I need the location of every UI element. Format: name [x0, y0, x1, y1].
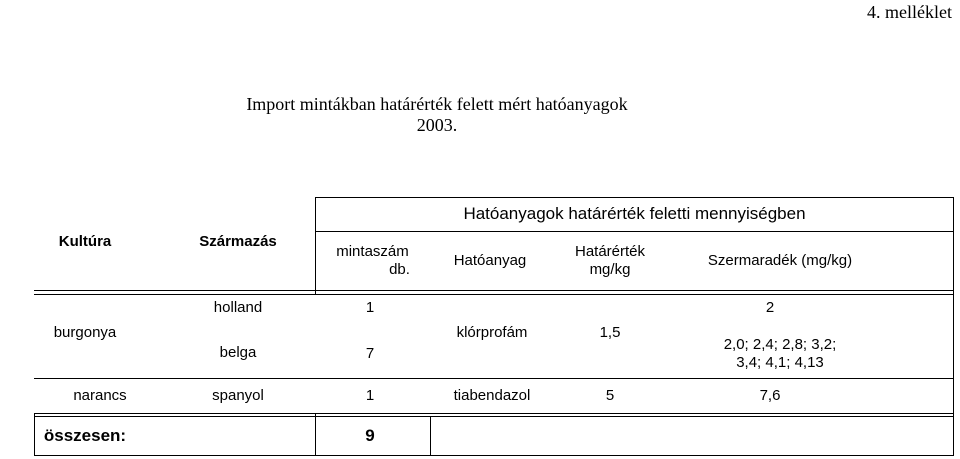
table-rule [315, 231, 954, 232]
cell-szermaradek-tiabendazol: 7,6 [759, 387, 781, 404]
header-hatarertek [560, 243, 660, 279]
table-border-bottom [34, 455, 954, 456]
header-mintaszam [315, 243, 430, 279]
total-value: 9 [365, 426, 375, 445]
group-header: Hatóanyagok határérték feletti mennyiségben [463, 204, 806, 223]
cell-szarmazas-spanyol: spanyol [212, 387, 264, 404]
cell-szermaradek-belga-line2: 3,4; 4,1; 4,13 [736, 354, 824, 371]
table-rule [430, 416, 431, 456]
table-border-right [953, 197, 954, 456]
header-szermaradek: Szermaradék (mg/kg) [707, 252, 853, 269]
table-rule [34, 413, 954, 414]
cell-szarmazas-holland: holland [213, 299, 263, 316]
page-subtitle-year: 2003. [416, 115, 458, 135]
table-rule [34, 416, 954, 417]
table-rule [34, 294, 954, 295]
header-hatarertek-line1: Határérték [574, 243, 646, 260]
cell-mintaszam-belga: 7 [365, 345, 375, 362]
cell-szermaradek-holland: 2 [765, 299, 775, 316]
cell-szarmazas-belga: belga [219, 344, 257, 361]
cell-burgonya: burgonya [53, 324, 117, 341]
cell-szermaradek-belga-line1: 2,0; 2,4; 2,8; 3,2; [723, 336, 837, 353]
table-rule [315, 413, 316, 456]
page-title: Import mintákban határérték felett mért hatóanyagok [246, 94, 628, 114]
annex-label: 4. melléklet [867, 2, 952, 22]
table-rule [34, 290, 954, 291]
table-rule [34, 378, 954, 379]
header-szarmazas: Származás [199, 233, 277, 250]
cell-narancs: narancs [73, 387, 127, 404]
cell-mintaszam-spanyol: 1 [365, 387, 375, 404]
cell-hatarertek-klorprofam: 1,5 [599, 324, 621, 341]
cell-szermaradek-belga [680, 336, 880, 372]
cell-hatoanyag-klorprofam: klórprofám [456, 324, 528, 341]
cell-hatoanyag-tiabendazol: tiabendazol [453, 387, 531, 404]
header-hatarertek-line2: mg/kg [589, 261, 631, 278]
total-label: összesen: [43, 426, 127, 445]
header-mintaszam-line2: db. [389, 261, 410, 278]
cell-mintaszam-holland: 1 [365, 299, 375, 316]
cell-hatarertek-tiabendazol: 5 [605, 387, 615, 404]
table-border-top [315, 197, 954, 198]
header-mintaszam-line1: mintaszám [336, 243, 409, 260]
header-kultura: Kultúra [58, 233, 112, 250]
header-hatoanyag: Hatóanyag [453, 252, 527, 269]
